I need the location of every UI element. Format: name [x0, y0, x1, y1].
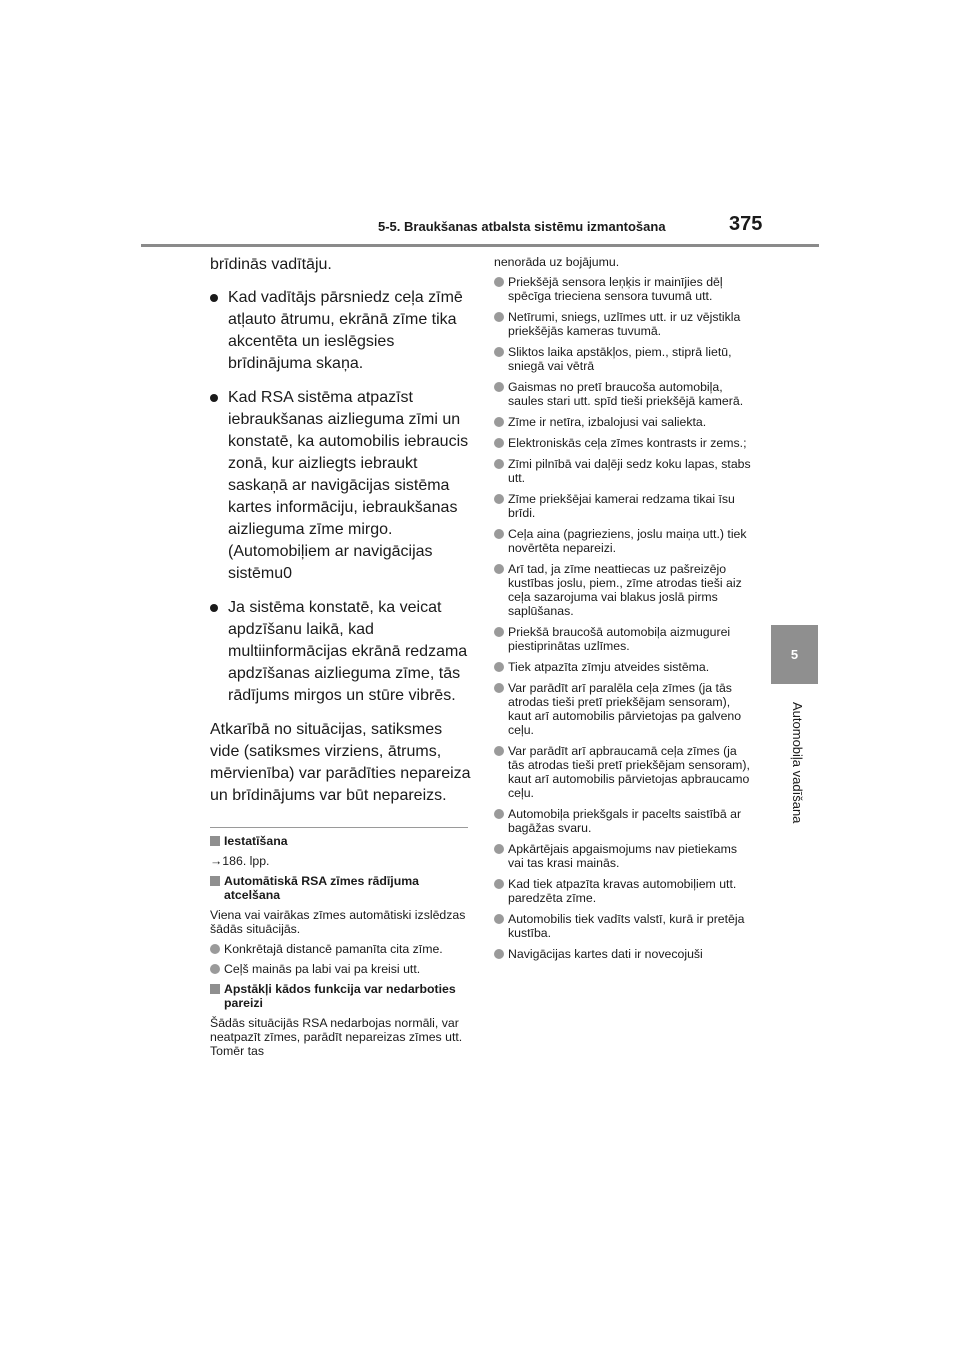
bullet-icon: [210, 294, 218, 302]
bullet-icon: [494, 417, 504, 427]
list-item: Arī tad, ja zīme neattiecas uz pašreizējo kustības joslu, piem., zīme atrodas tieši aiz ceļa sazarojuma vai blakus joslā pirms saplūšanas.: [494, 562, 756, 618]
section-title: 5-5. Braukšanas atbalsta sistēmu izmantošana: [378, 219, 666, 234]
bullet-icon: [210, 964, 220, 974]
bullet-icon: [494, 746, 504, 756]
bullet-icon: [494, 627, 504, 637]
bullet-icon: [494, 312, 504, 322]
left-column: [210, 254, 472, 1064]
notes-block: [210, 834, 472, 1058]
bullet-icon: [494, 277, 504, 287]
list-item: Zīme ir netīra, izbalojusi vai saliekta.: [494, 415, 756, 429]
bullet-icon: [494, 494, 504, 504]
list-item: Sliktos laika apstākļos, piem., stiprā lietū, sniegā vai vētrā: [494, 345, 756, 373]
bullet-icon: [494, 879, 504, 889]
cancel-heading: Automātiskā RSA zīmes rādījuma atcelšana: [210, 874, 472, 902]
bullet-icon: [210, 394, 218, 402]
list-item: Ceļa aina (pagrieziens, joslu maiņa utt.) tiek novērtēta nepareizi.: [494, 527, 756, 555]
conditions-text: Šādās situācijās RSA nedarbojas normāli, var neatpazīt zīmes, parādīt nepareizas zīmes utt. Tomēr tas: [210, 1016, 463, 1058]
page-number: 375: [729, 213, 763, 235]
continued-text: nenorāda uz bojājumu.: [494, 255, 620, 269]
list-item: Priekšā braucošā automobiļa aizmugurei piestiprinātas uzlīmes.: [494, 625, 756, 653]
list-item: Priekšējā sensora leņķis ir mainījies dēļ spēcīga trieciena sensora tuvumā utt.: [494, 275, 756, 303]
main-text: [210, 254, 472, 807]
list-item: Var parādīt arī apbraucamā ceļa zīmes (ja tās atrodas tieši pretī priekšējam sensoram), kaut arī automobilis pārvietojas apbraucamo ceļu.: [494, 744, 756, 800]
list-item: Gaismas no pretī braucoša automobiļa, saules stari utt. spīd tieši priekšējā kamerā.: [494, 380, 756, 408]
list-item: Var parādīt arī paralēla ceļa zīmes (ja tās atrodas tieši pretī priekšējam sensoram), kaut arī automobilis pārvietojas pa galveno ceļu.: [494, 681, 756, 737]
bullet-icon: [494, 844, 504, 854]
section-divider: [210, 827, 468, 828]
list-item: Netīrumi, sniegs, uzlīmes utt. ir uz vējstikla priekšējās kameras tuvumā.: [494, 310, 756, 338]
chapter-number: 5: [790, 647, 799, 662]
square-bullet-icon: [210, 836, 220, 846]
cancel-text: Viena vai vairākas zīmes automātiski izslēdzas šādās situācijās.: [210, 908, 466, 936]
bullet-icon: [494, 683, 504, 693]
list-item: Zīmi pilnībā vai daļēji sedz koku lapas, stabs utt.: [494, 457, 756, 485]
list-item: Automobilis tiek vadīts valstī, kurā ir pretēja kustība.: [494, 912, 756, 940]
bullet-icon: [494, 564, 504, 574]
right-column: [494, 255, 756, 968]
list-item: Konkrētajā distancē pamanīta cita zīme.: [210, 942, 472, 956]
list-item: Apkārtējais apgaismojums nav pietiekams vai tas krasi mainās.: [494, 842, 756, 870]
settings-heading: Iestatīšana: [210, 834, 472, 848]
conditions-heading: Apstākļi kādos funkcija var nedarboties pareizi: [210, 982, 472, 1010]
bullet-icon: [494, 809, 504, 819]
list-item: Tiek atpazīta zīmju atveides sistēma.: [494, 660, 756, 674]
list-item: Navigācijas kartes dati ir novecojuši: [494, 947, 756, 961]
bullet-icon: [494, 459, 504, 469]
list-item: [210, 597, 472, 707]
square-bullet-icon: [210, 876, 220, 886]
list-item: [210, 387, 472, 585]
intro-text: brīdinās vadītāju.: [210, 256, 332, 273]
page-reference-link[interactable]: →186. lpp.: [210, 854, 270, 868]
bullet-icon: [494, 529, 504, 539]
square-bullet-icon: [210, 984, 220, 994]
list-item: Elektroniskās ceļa zīmes kontrasts ir zems.;: [494, 436, 756, 450]
header-divider: [141, 244, 819, 247]
list-item: Automobiļa priekšgals ir pacelts saistībā ar bagāžas svaru.: [494, 807, 756, 835]
chapter-label: Automobiļa vadīšana: [790, 702, 805, 824]
body-paragraph: Atkarībā no situācijas, satiksmes vide (satiksmes virziens, ātrums, mērvienība) var parādīties nepareiza un brīdinājums var būt nepareizs.: [210, 721, 471, 804]
bullet-icon: [494, 438, 504, 448]
list-item-text: Kad RSA sistēma atpazīst iebraukšanas aizlieguma zīmi un konstatē, ka automobilis iebraucis zonā, kur aizliegts iebraukt saskaņā ar navigācijas sistēma kartes informāciju, iebraukšanas aizlieguma zīme mirgo. (Automobiļiem ar navigācijas sistēmu0: [228, 389, 469, 582]
bullet-icon: [210, 604, 218, 612]
bullet-icon: [494, 662, 504, 672]
list-item: [210, 287, 472, 375]
bullet-icon: [494, 949, 504, 959]
list-item-text: Kad vadītājs pārsniedz ceļa zīmē atļauto ātrumu, ekrānā zīme tika akcentēta un ieslēgsies brīdinājuma skaņa.: [228, 289, 463, 372]
bullet-icon: [210, 944, 220, 954]
list-item: Zīme priekšējai kamerai redzama tikai īsu brīdi.: [494, 492, 756, 520]
list-item: Kad tiek atpazīta kravas automobiļiem utt. paredzēta zīme.: [494, 877, 756, 905]
list-item-text: Ja sistēma konstatē, ka veicat apdzīšanu laikā, kad multiinformācijas ekrānā redzama apdzīšanas aizlieguma zīme, tās rādījums mirgos un stūre vibrēs.: [228, 599, 468, 704]
bullet-icon: [494, 914, 504, 924]
bullet-icon: [494, 347, 504, 357]
list-item: Ceļš mainās pa labi vai pa kreisi utt.: [210, 962, 472, 976]
bullet-icon: [494, 382, 504, 392]
chapter-tab: [771, 625, 818, 684]
